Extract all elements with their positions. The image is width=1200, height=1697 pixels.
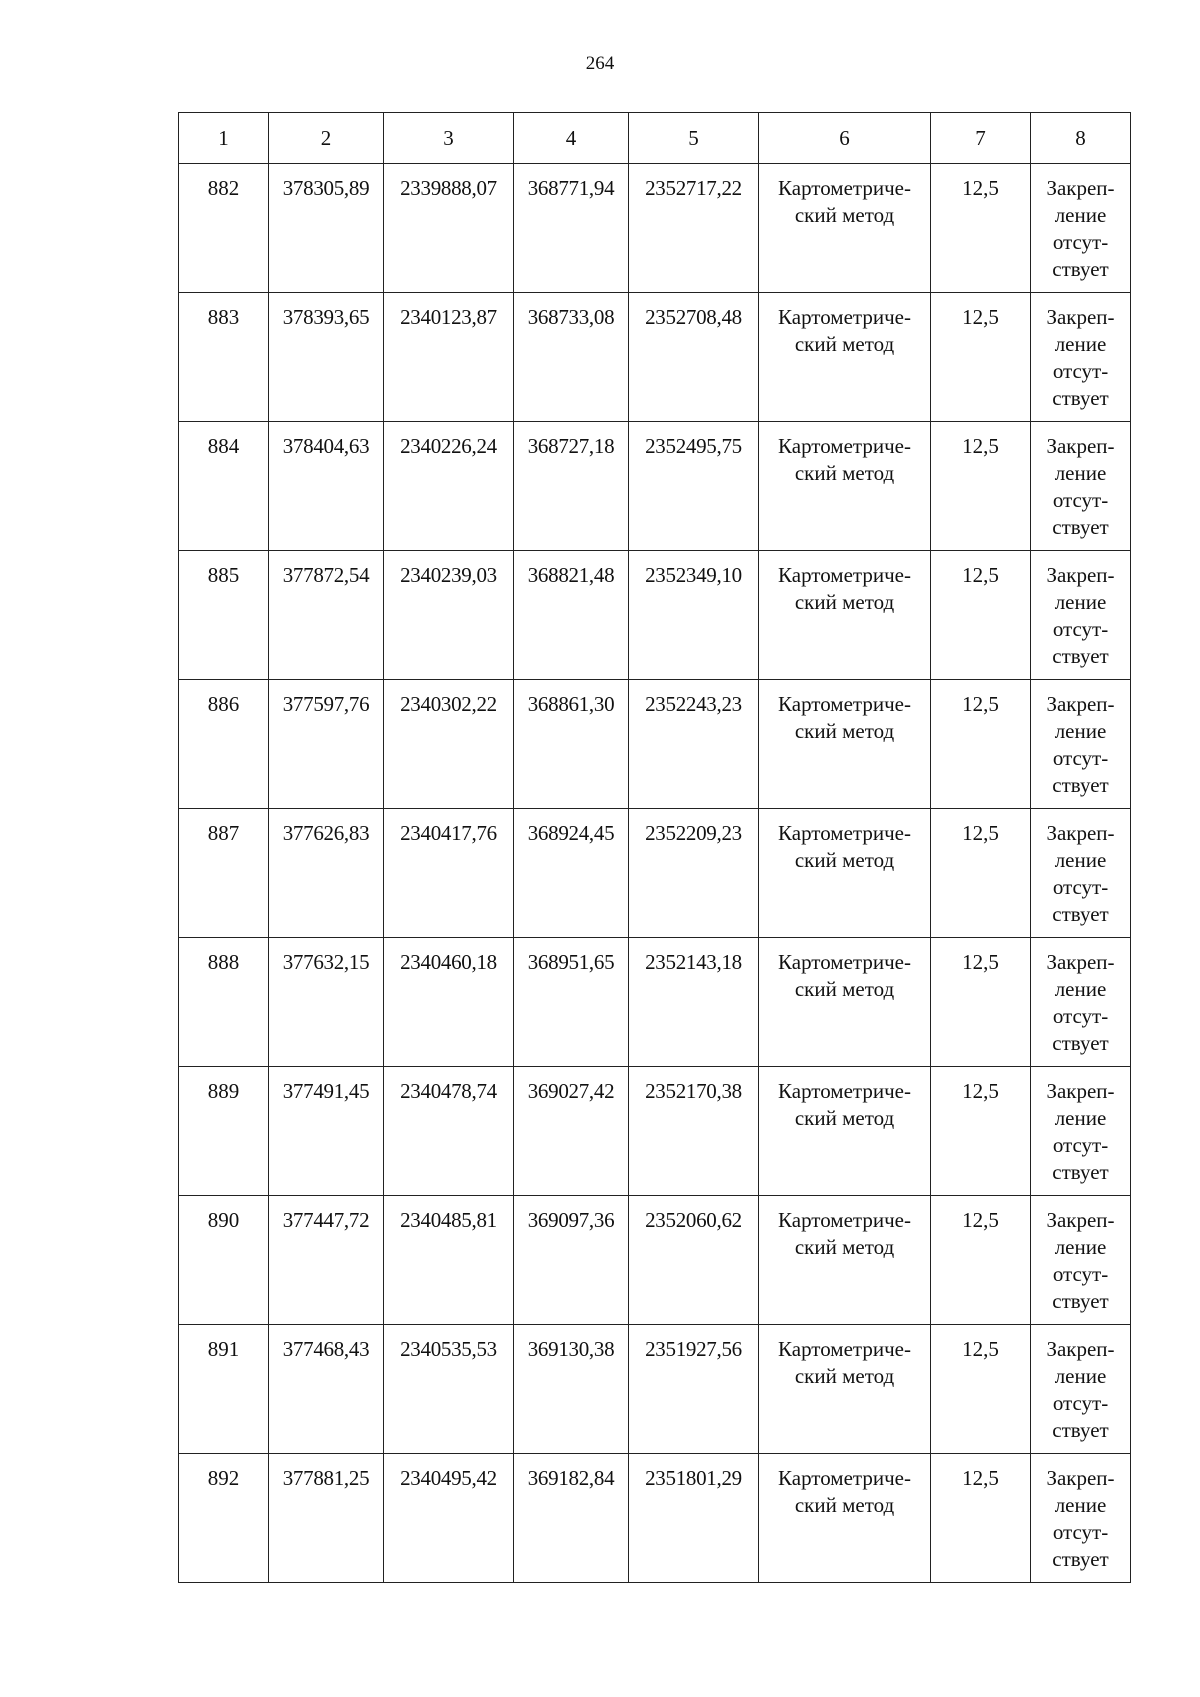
fixation-line: ление xyxy=(1054,203,1107,227)
table-row xyxy=(179,1196,1131,1325)
fixation-line: ление xyxy=(1054,848,1107,872)
coordinate-x-old-cell: 377872,54 xyxy=(269,551,384,680)
fixation-line: Закреп- xyxy=(1046,1466,1115,1490)
table-row xyxy=(179,680,1131,809)
table-row xyxy=(179,1325,1131,1454)
coordinate-y-old-cell: 2340417,76 xyxy=(384,809,514,938)
coordinate-x-old-cell: 377881,25 xyxy=(269,1454,384,1583)
fixation-line: отсут- xyxy=(1052,1262,1109,1286)
column-header: 1 xyxy=(179,113,269,164)
point-number-cell: 889 xyxy=(179,1067,269,1196)
coordinate-y-old-cell: 2340495,42 xyxy=(384,1454,514,1583)
coordinate-y-old-cell: 2339888,07 xyxy=(384,164,514,293)
fixation-line: ление xyxy=(1054,1493,1107,1517)
accuracy-cell: 12,5 xyxy=(931,680,1031,809)
method-cell xyxy=(759,1067,931,1196)
point-number-cell: 882 xyxy=(179,164,269,293)
fixation-cell xyxy=(1031,1454,1131,1583)
fixation-cell xyxy=(1031,1325,1131,1454)
accuracy-cell: 12,5 xyxy=(931,1067,1031,1196)
page-number: 264 xyxy=(585,53,615,74)
table-row xyxy=(179,551,1131,680)
fixation-cell xyxy=(1031,1196,1131,1325)
method-line: ский метод xyxy=(794,1106,895,1130)
column-header: 5 xyxy=(629,113,759,164)
coordinates-table xyxy=(178,112,1131,1583)
coordinate-x-new-cell: 368771,94 xyxy=(514,164,629,293)
coordinate-x-old-cell: 378404,63 xyxy=(269,422,384,551)
fixation-cell xyxy=(1031,422,1131,551)
method-line: ский метод xyxy=(794,1235,895,1259)
table-row xyxy=(179,938,1131,1067)
column-header: 6 xyxy=(759,113,931,164)
fixation-line: Закреп- xyxy=(1046,176,1115,200)
coordinate-x-new-cell: 368951,65 xyxy=(514,938,629,1067)
point-number-cell: 887 xyxy=(179,809,269,938)
accuracy-cell: 12,5 xyxy=(931,1454,1031,1583)
coordinate-y-new-cell: 2351801,29 xyxy=(629,1454,759,1583)
fixation-line: ление xyxy=(1054,332,1107,356)
fixation-line: Закреп- xyxy=(1046,1337,1115,1361)
fixation-line: Закреп- xyxy=(1046,692,1115,716)
coordinate-x-new-cell: 368861,30 xyxy=(514,680,629,809)
column-header: 4 xyxy=(514,113,629,164)
coordinate-y-old-cell: 2340302,22 xyxy=(384,680,514,809)
coordinate-y-old-cell: 2340226,24 xyxy=(384,422,514,551)
method-cell xyxy=(759,1325,931,1454)
method-line: Картометриче- xyxy=(778,176,911,200)
coordinate-x-old-cell: 377632,15 xyxy=(269,938,384,1067)
method-line: ский метод xyxy=(794,461,895,485)
fixation-line: ствует xyxy=(1052,1547,1109,1571)
fixation-line: отсут- xyxy=(1052,1004,1109,1028)
method-line: Картометриче- xyxy=(778,692,911,716)
coordinate-x-old-cell: 377491,45 xyxy=(269,1067,384,1196)
fixation-line: Закреп- xyxy=(1046,950,1115,974)
coordinate-x-new-cell: 368924,45 xyxy=(514,809,629,938)
method-line: Картометриче- xyxy=(778,1208,911,1232)
accuracy-cell: 12,5 xyxy=(931,809,1031,938)
table-row xyxy=(179,1067,1131,1196)
coordinate-y-old-cell: 2340485,81 xyxy=(384,1196,514,1325)
fixation-line: ление xyxy=(1054,719,1107,743)
table-row xyxy=(179,164,1131,293)
point-number-cell: 883 xyxy=(179,293,269,422)
accuracy-cell: 12,5 xyxy=(931,551,1031,680)
coordinate-x-old-cell: 377447,72 xyxy=(269,1196,384,1325)
fixation-line: отсут- xyxy=(1052,875,1109,899)
method-cell xyxy=(759,293,931,422)
fixation-line: Закреп- xyxy=(1046,305,1115,329)
coordinate-y-new-cell: 2352708,48 xyxy=(629,293,759,422)
coordinate-x-new-cell: 368821,48 xyxy=(514,551,629,680)
fixation-cell xyxy=(1031,809,1131,938)
coordinate-y-old-cell: 2340535,53 xyxy=(384,1325,514,1454)
method-line: ский метод xyxy=(794,977,895,1001)
coordinate-y-new-cell: 2351927,56 xyxy=(629,1325,759,1454)
point-number-cell: 884 xyxy=(179,422,269,551)
fixation-line: Закреп- xyxy=(1046,563,1115,587)
fixation-line: ствует xyxy=(1052,257,1109,281)
fixation-line: отсут- xyxy=(1052,359,1109,383)
fixation-line: Закреп- xyxy=(1046,1079,1115,1103)
coordinate-y-new-cell: 2352060,62 xyxy=(629,1196,759,1325)
column-header: 3 xyxy=(384,113,514,164)
method-line: Картометриче- xyxy=(778,1079,911,1103)
coordinate-x-new-cell: 369027,42 xyxy=(514,1067,629,1196)
method-cell xyxy=(759,1454,931,1583)
table-row xyxy=(179,1454,1131,1583)
fixation-line: ствует xyxy=(1052,1289,1109,1313)
method-line: Картометриче- xyxy=(778,434,911,458)
fixation-line: ление xyxy=(1054,977,1107,1001)
fixation-line: ствует xyxy=(1052,902,1109,926)
fixation-line: отсут- xyxy=(1052,746,1109,770)
point-number-cell: 892 xyxy=(179,1454,269,1583)
method-line: ский метод xyxy=(794,848,895,872)
fixation-line: Закреп- xyxy=(1046,1208,1115,1232)
method-line: ский метод xyxy=(794,1364,895,1388)
fixation-cell xyxy=(1031,1067,1131,1196)
fixation-line: ление xyxy=(1054,1235,1107,1259)
accuracy-cell: 12,5 xyxy=(931,938,1031,1067)
accuracy-cell: 12,5 xyxy=(931,1196,1031,1325)
coordinate-x-old-cell: 377468,43 xyxy=(269,1325,384,1454)
method-line: ский метод xyxy=(794,719,895,743)
fixation-line: ствует xyxy=(1052,386,1109,410)
coordinate-x-new-cell: 369130,38 xyxy=(514,1325,629,1454)
fixation-line: отсут- xyxy=(1052,1133,1109,1157)
table-row xyxy=(179,809,1131,938)
column-header: 2 xyxy=(269,113,384,164)
point-number-cell: 891 xyxy=(179,1325,269,1454)
method-line: Картометриче- xyxy=(778,1337,911,1361)
coordinate-x-new-cell: 369182,84 xyxy=(514,1454,629,1583)
coordinate-y-new-cell: 2352495,75 xyxy=(629,422,759,551)
coordinate-x-old-cell: 378393,65 xyxy=(269,293,384,422)
method-line: ский метод xyxy=(794,332,895,356)
fixation-line: ствует xyxy=(1052,773,1109,797)
fixation-line: ствует xyxy=(1052,1418,1109,1442)
fixation-line: отсут- xyxy=(1052,230,1109,254)
coordinate-y-new-cell: 2352349,10 xyxy=(629,551,759,680)
coordinate-x-new-cell: 368727,18 xyxy=(514,422,629,551)
coordinate-y-new-cell: 2352717,22 xyxy=(629,164,759,293)
accuracy-cell: 12,5 xyxy=(931,293,1031,422)
fixation-cell xyxy=(1031,938,1131,1067)
fixation-line: ление xyxy=(1054,590,1107,614)
method-line: ский метод xyxy=(794,590,895,614)
fixation-cell xyxy=(1031,164,1131,293)
fixation-line: отсут- xyxy=(1052,1391,1109,1415)
fixation-line: Закреп- xyxy=(1046,434,1115,458)
method-cell xyxy=(759,938,931,1067)
coordinate-x-old-cell: 378305,89 xyxy=(269,164,384,293)
table-row xyxy=(179,422,1131,551)
fixation-line: ление xyxy=(1054,1106,1107,1130)
coordinate-x-new-cell: 369097,36 xyxy=(514,1196,629,1325)
fixation-cell xyxy=(1031,293,1131,422)
method-cell xyxy=(759,164,931,293)
method-line: Картометриче- xyxy=(778,950,911,974)
coordinate-y-new-cell: 2352143,18 xyxy=(629,938,759,1067)
method-line: Картометриче- xyxy=(778,563,911,587)
accuracy-cell: 12,5 xyxy=(931,422,1031,551)
point-number-cell: 888 xyxy=(179,938,269,1067)
accuracy-cell: 12,5 xyxy=(931,164,1031,293)
method-line: ский метод xyxy=(794,1493,895,1517)
method-cell xyxy=(759,422,931,551)
coordinate-x-old-cell: 377597,76 xyxy=(269,680,384,809)
column-header: 7 xyxy=(931,113,1031,164)
method-cell xyxy=(759,680,931,809)
coordinate-y-old-cell: 2340460,18 xyxy=(384,938,514,1067)
method-line: Картометриче- xyxy=(778,305,911,329)
point-number-cell: 886 xyxy=(179,680,269,809)
fixation-line: ствует xyxy=(1052,515,1109,539)
method-cell xyxy=(759,809,931,938)
method-line: ский метод xyxy=(794,203,895,227)
fixation-cell xyxy=(1031,551,1131,680)
method-line: Картометриче- xyxy=(778,1466,911,1490)
coordinate-y-new-cell: 2352209,23 xyxy=(629,809,759,938)
fixation-line: ление xyxy=(1054,461,1107,485)
method-line: Картометриче- xyxy=(778,821,911,845)
table-body xyxy=(179,164,1131,1583)
method-cell xyxy=(759,551,931,680)
fixation-line: ствует xyxy=(1052,1031,1109,1055)
coordinate-y-old-cell: 2340478,74 xyxy=(384,1067,514,1196)
fixation-line: отсут- xyxy=(1052,1520,1109,1544)
point-number-cell: 890 xyxy=(179,1196,269,1325)
coordinate-y-old-cell: 2340239,03 xyxy=(384,551,514,680)
fixation-cell xyxy=(1031,680,1131,809)
column-header: 8 xyxy=(1031,113,1131,164)
coordinate-x-old-cell: 377626,83 xyxy=(269,809,384,938)
fixation-line: ствует xyxy=(1052,644,1109,668)
table-header-row xyxy=(179,113,1131,164)
coordinate-y-new-cell: 2352243,23 xyxy=(629,680,759,809)
fixation-line: ление xyxy=(1054,1364,1107,1388)
fixation-line: отсут- xyxy=(1052,617,1109,641)
coordinate-y-old-cell: 2340123,87 xyxy=(384,293,514,422)
point-number-cell: 885 xyxy=(179,551,269,680)
fixation-line: отсут- xyxy=(1052,488,1109,512)
accuracy-cell: 12,5 xyxy=(931,1325,1031,1454)
coordinate-y-new-cell: 2352170,38 xyxy=(629,1067,759,1196)
table-row xyxy=(179,293,1131,422)
fixation-line: Закреп- xyxy=(1046,821,1115,845)
fixation-line: ствует xyxy=(1052,1160,1109,1184)
coordinate-x-new-cell: 368733,08 xyxy=(514,293,629,422)
method-cell xyxy=(759,1196,931,1325)
